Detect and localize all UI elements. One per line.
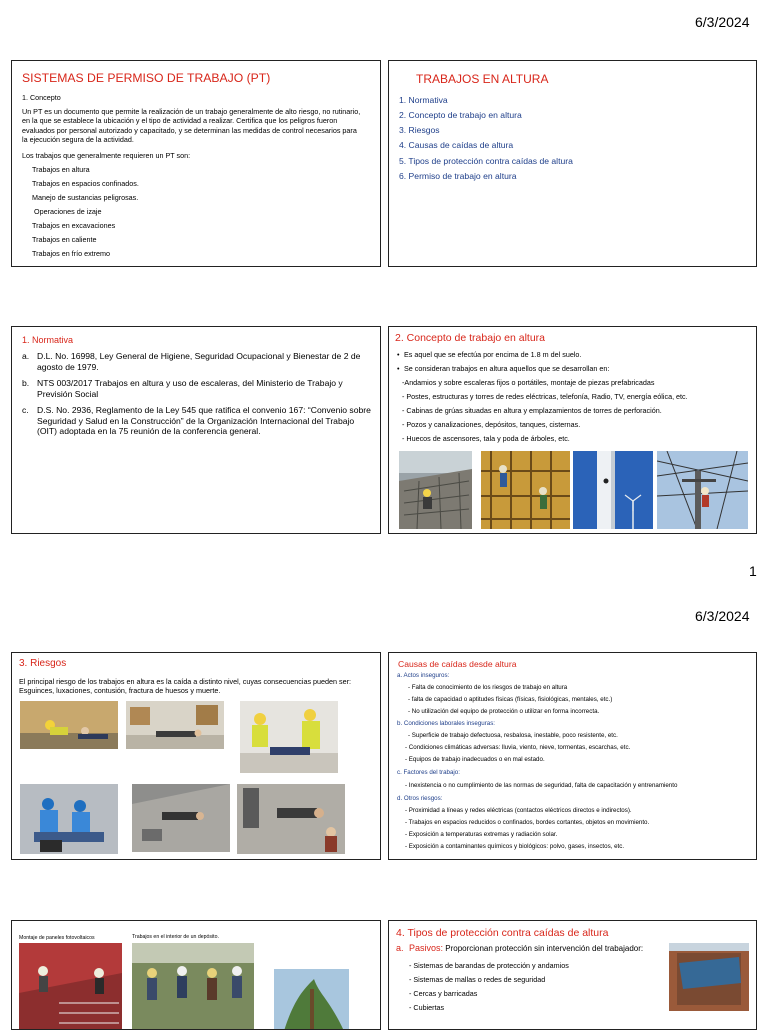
- facade-climbers-photo: [481, 451, 570, 529]
- slide-title: TRABAJOS EN ALTURA: [416, 72, 549, 86]
- section-heading: d. Otros riesgos:: [397, 795, 443, 802]
- slide-subtitle: 1. Concepto: [22, 93, 61, 102]
- list-item: - falta de capacidad o aptitudes físicas (físicas, fisiológicas, mentales, etc.): [408, 696, 613, 703]
- slide-title: 2. Concepto de trabajo en altura: [395, 332, 546, 344]
- section-heading: c. Factores del trabajo:: [397, 769, 460, 776]
- page1-number: 1: [749, 563, 757, 579]
- protection-heading: [409, 943, 643, 953]
- slide-title: 3. Riesgos: [19, 658, 67, 669]
- bullet-dot: •: [397, 350, 400, 359]
- section-heading: b. Condiciones laborales inseguras:: [397, 720, 496, 727]
- fall-victim-photo-3: [240, 701, 338, 773]
- list-item: - Huecos de ascensores, tala y poda de árboles, etc.: [402, 434, 570, 443]
- list-item: - Exposición a contaminantes químicos y biológicos: polvo, gases, insectos, etc.: [405, 843, 625, 850]
- photo-caption: Trabajos en el interior de un depósito.: [132, 934, 219, 940]
- index-item: 5. Tipos de protección contra caídas de altura: [399, 156, 573, 166]
- list-item: D.L. No. 16998, Ley General de Higiene, Seguridad Ocupacional y Bienestar de 2 de agosto de 1979.: [37, 351, 361, 372]
- list-item: - Trabajos en espacios reducidos o confinados, bordes cortantes, objetos en movimiento.: [405, 819, 650, 826]
- slide-sistemas-permiso: [11, 60, 381, 267]
- slide-trabajos-altura-indice: [388, 60, 757, 267]
- list-marker: c.: [22, 405, 29, 415]
- slide-normativa: [11, 326, 381, 534]
- bullet-dot: •: [397, 364, 400, 373]
- tank-interior-photo: [132, 943, 254, 1030]
- list-item: NTS 003/2017 Trabajos en altura y uso de escaleras, del Ministerio de Trabajo y Previsión Social: [37, 378, 343, 399]
- section-heading: a. Actos inseguros:: [397, 672, 450, 679]
- solar-panel-workers-photo: [19, 943, 122, 1030]
- list-item: - Pozos y canalizaciones, depósitos, tanques, cisternas.: [402, 420, 581, 429]
- scaffold-worker-photo: [399, 451, 472, 529]
- rescue-photo-1: [20, 784, 118, 854]
- fall-victim-photo-1: [20, 701, 118, 749]
- accident-scene-photo: [132, 784, 230, 852]
- bullet-text: Es aquel que se efectúa por encima de 1.8 m del suelo.: [404, 350, 582, 359]
- protection-description: Proporcionan protección sin intervención del trabajador:: [443, 944, 644, 953]
- slide-title: SISTEMAS DE PERMISO DE TRABAJO (PT): [22, 71, 271, 85]
- list-marker: b.: [22, 378, 30, 388]
- wind-tower-photo: [573, 451, 653, 529]
- page1-date: 6/3/2024: [695, 14, 750, 30]
- bullet-text: Se consideran trabajos en altura aquellos que se desarrollan en:: [404, 364, 610, 373]
- tree-pruning-photo: [274, 969, 349, 1030]
- list-item: - Superficie de trabajo defectuosa, resbalosa, inestable, poco resistente, etc.: [408, 732, 618, 739]
- list-item: - Sistemas de barandas de protección y andamios: [409, 961, 569, 970]
- list-item: Trabajos en frío extremo: [32, 249, 111, 258]
- list-item: - Cercas y barricadas: [409, 989, 478, 998]
- slide-title: Causas de caídas desde altura: [398, 659, 517, 669]
- fall-victim-photo-2: [126, 701, 224, 749]
- list-item: - Falta de conocimiento de los riesgos de trabajo en altura: [408, 684, 568, 691]
- index-item: 6. Permiso de trabajo en altura: [399, 171, 517, 181]
- list-item: Trabajos en excavaciones: [32, 221, 116, 230]
- safety-net-photo: [669, 943, 749, 1011]
- list-item: - Inexistencia o no cumplimiento de las normas de seguridad, falta de capacitación y entrenamiento: [405, 782, 678, 789]
- list-item: Trabajos en caliente: [32, 235, 97, 244]
- power-line-photo: [657, 451, 748, 529]
- index-item: 2. Concepto de trabajo en altura: [399, 110, 522, 120]
- index-item: 3. Riesgos: [399, 125, 440, 135]
- slide-tipos-proteccion: [388, 920, 757, 1030]
- list-item: - Sistemas de mallas o redes de seguridad: [409, 975, 546, 984]
- list-item: - Condiciones climáticas adversas: lluvia, viento, nieve, tormentas, escarchas, etc.: [405, 744, 631, 751]
- list-item: - Postes, estructuras y torres de redes eléctricas, telefonía, Radio, TV, energía eólica, etc.: [402, 392, 688, 401]
- photo-caption: Montaje de paneles fotovoltaicos: [19, 935, 95, 941]
- slide-paragraph: El principal riesgo de los trabajos en altura es la caída a distinto nivel, cuyas consecuencias pueden ser: Esguinces, luxaciones, contusión, fractura de huesos y muerte.: [19, 677, 352, 695]
- slide-paragraph: Un PT es un documento que permite la realización de un trabajo generalmente de alto riesgo, no rutinario, en la que se establece la ubicación y el tipo de actividad a realizar. Certifica que los peligros fueron evaluados por personal autorizado y capacitado, y se determinan las medidas de control necesarios para la ejecución segura de la actividad.: [22, 107, 361, 145]
- list-marker: a.: [22, 351, 30, 361]
- list-item: Trabajos en espacios confinados.: [32, 179, 139, 188]
- list-item: Manejo de sustancias peligrosas.: [32, 193, 139, 202]
- slide-riesgos: [11, 652, 381, 860]
- list-item: - Cubiertas: [409, 1003, 445, 1012]
- list-item: - Proximidad a líneas y redes eléctricas (contactos eléctricos directos e indirectos).: [405, 807, 632, 814]
- slide-title: 4. Tipos de protección contra caídas de altura: [396, 927, 609, 939]
- list-item: -Andamios y sobre escaleras fijos o portátiles, montaje de piezas prefabricadas: [402, 378, 655, 387]
- list-item: - No utilización del equipo de protección o utilizar en forma incorrecta.: [408, 708, 600, 715]
- slide-ejemplos-fotos: [11, 920, 381, 1030]
- list-item: - Equipos de trabajo inadecuados o en mal estado.: [405, 756, 545, 763]
- protection-type: Pasivos:: [409, 943, 444, 953]
- slide-intro: Los trabajos que generalmente requieren un PT son:: [22, 151, 191, 160]
- list-item: - Exposición a temperaturas extremas y radiación solar.: [405, 831, 558, 838]
- slide-causas-caidas: [388, 652, 757, 860]
- index-item: 1. Normativa: [399, 95, 448, 105]
- slide-title: 1. Normativa: [22, 335, 74, 345]
- index-item: 4. Causas de caídas de altura: [399, 140, 514, 150]
- list-item: Trabajos en altura: [32, 165, 90, 174]
- slide-concepto-altura: [388, 326, 757, 534]
- list-item: - Cabinas de grúas situadas en altura y emplazamientos de torres de perforación.: [402, 406, 662, 415]
- list-item: D.S. No. 2936, Reglamento de la Ley 545 que ratifica el convenio 167: “Convenio sobre Seguridad y Salud en la Construcción” de la Organización Internacional del Trabajo (OIT) adoptada en la 75 reunión de la conferencia general.: [37, 405, 371, 437]
- list-item: Operaciones de izaje: [34, 207, 102, 216]
- list-marker: a.: [396, 943, 404, 953]
- fallen-worker-photo: [237, 784, 345, 854]
- page2-date: 6/3/2024: [695, 608, 750, 624]
